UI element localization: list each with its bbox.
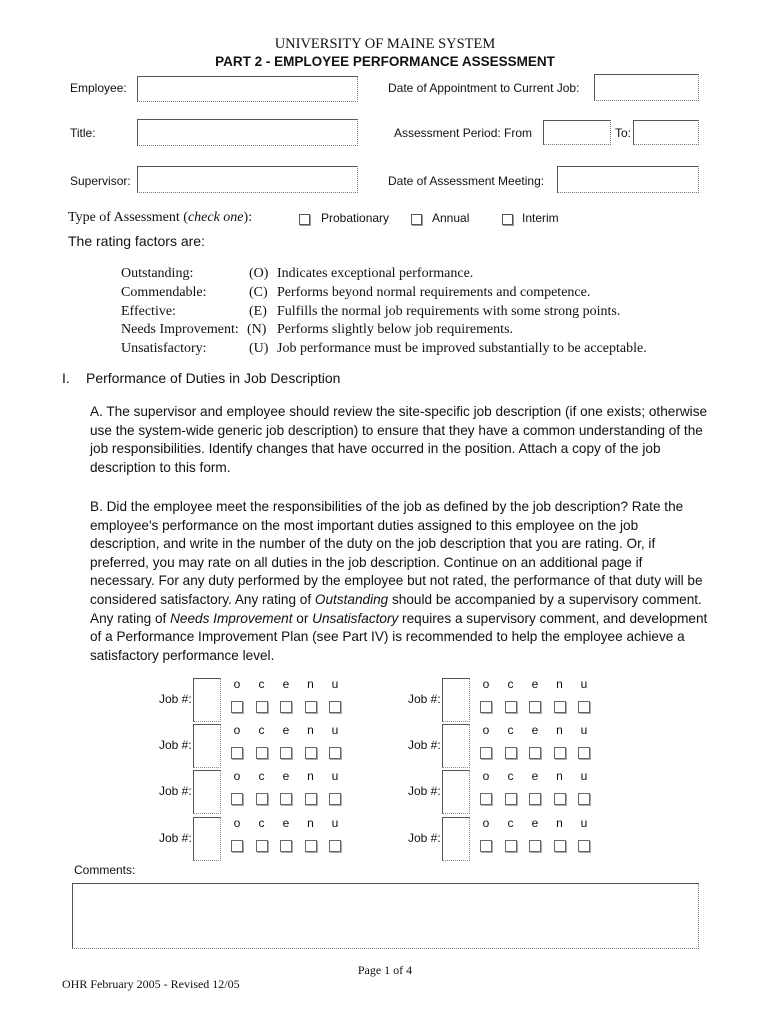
rating-letter: n: [307, 723, 314, 737]
rating-letter: c: [258, 769, 265, 783]
rating-letter: u: [331, 723, 339, 737]
rating-letter: o: [482, 769, 490, 783]
rating-checkbox[interactable]: [505, 840, 517, 852]
job-number-field[interactable]: [442, 817, 470, 861]
rating-letter: e: [282, 723, 290, 737]
section-number: I.: [62, 370, 70, 386]
revision-note: OHR February 2005 - Revised 12/05: [62, 977, 240, 991]
rating-checkbox[interactable]: [505, 793, 517, 805]
rating-letter: u: [331, 769, 339, 783]
job-number-label: Job #:: [159, 831, 192, 845]
rating-row: Needs Improvement: (N) Performs slightly below job requirements.: [121, 322, 514, 337]
comments-label: Comments:: [74, 863, 136, 877]
rating-letter: u: [580, 816, 588, 830]
rating-letter: o: [233, 677, 241, 691]
rating-letter: n: [556, 769, 563, 783]
rating-checkbox[interactable]: [329, 793, 341, 805]
appointment-date-field[interactable]: [594, 74, 699, 101]
rating-checkbox[interactable]: [480, 793, 492, 805]
rating-checkbox[interactable]: [280, 747, 292, 759]
rating-checkbox[interactable]: [256, 840, 268, 852]
rating-checkbox[interactable]: [329, 747, 341, 759]
rating-letter: o: [233, 816, 241, 830]
interim-label: Interim: [522, 211, 559, 225]
rating-checkbox[interactable]: [256, 747, 268, 759]
rating-letter: c: [258, 677, 265, 691]
rating-letter: e: [531, 769, 539, 783]
job-number-label: Job #:: [159, 784, 192, 798]
meeting-date-field[interactable]: [557, 166, 699, 193]
period-from-field[interactable]: [543, 120, 611, 145]
rating-checkbox[interactable]: [329, 701, 341, 713]
rating-letter: n: [556, 816, 563, 830]
rating-row: Effective: (E) Fulfills the normal job requirements with some strong points.: [121, 304, 621, 319]
rating-letter: o: [482, 723, 490, 737]
rating-checkbox[interactable]: [554, 701, 566, 713]
rating-letter: u: [331, 677, 339, 691]
rating-checkbox[interactable]: [505, 701, 517, 713]
rating-checkbox[interactable]: [480, 747, 492, 759]
job-number-label: Job #:: [408, 692, 441, 706]
rating-checkbox[interactable]: [578, 840, 590, 852]
employee-label: Employee:: [70, 81, 127, 95]
rating-letter: u: [580, 677, 588, 691]
rating-letter: u: [331, 816, 339, 830]
rating-letter: e: [282, 677, 290, 691]
job-number-field[interactable]: [193, 817, 221, 861]
rating-checkbox[interactable]: [554, 793, 566, 805]
rating-checkbox[interactable]: [578, 793, 590, 805]
job-number-field[interactable]: [193, 770, 221, 814]
rating-checkbox[interactable]: [505, 747, 517, 759]
annual-checkbox[interactable]: [411, 214, 422, 225]
rating-row: Outstanding: (O) Indicates exceptional performance.: [121, 266, 474, 281]
rating-letter: e: [531, 723, 539, 737]
rating-intro: The rating factors are:: [68, 233, 205, 249]
rating-letter: n: [556, 677, 563, 691]
supervisor-label: Supervisor:: [70, 174, 131, 188]
job-number-label: Job #:: [408, 831, 441, 845]
rating-letter: c: [258, 723, 265, 737]
rating-letter: c: [507, 723, 514, 737]
appointment-date-label: Date of Appointment to Current Job:: [388, 81, 580, 95]
rating-checkbox[interactable]: [578, 701, 590, 713]
title-label: Title:: [70, 126, 96, 140]
rating-checkbox[interactable]: [231, 701, 243, 713]
job-number-field[interactable]: [442, 678, 470, 722]
meeting-date-label: Date of Assessment Meeting:: [388, 174, 545, 188]
rating-checkbox[interactable]: [578, 747, 590, 759]
supervisor-field[interactable]: [137, 166, 358, 193]
rating-letter: e: [531, 816, 539, 830]
rating-letter: n: [307, 677, 314, 691]
rating-letter: u: [580, 769, 588, 783]
rating-letter: u: [580, 723, 588, 737]
rating-checkbox[interactable]: [256, 701, 268, 713]
rating-checkbox[interactable]: [231, 840, 243, 852]
rating-row: Unsatisfactory: (U) Job performance must be improved substantially to be acceptable.: [121, 341, 647, 356]
comments-field[interactable]: [72, 883, 699, 949]
rating-checkbox[interactable]: [529, 701, 541, 713]
probationary-checkbox[interactable]: [299, 214, 310, 225]
rating-checkbox[interactable]: [329, 840, 341, 852]
assessment-period-label: Assessment Period: From: [394, 126, 533, 140]
job-number-label: Job #:: [408, 738, 441, 752]
job-number-field[interactable]: [193, 678, 221, 722]
rating-checkbox[interactable]: [231, 747, 243, 759]
rating-checkbox[interactable]: [480, 840, 492, 852]
rating-letter: o: [482, 816, 490, 830]
rating-checkbox[interactable]: [305, 701, 317, 713]
rating-letter: c: [258, 816, 265, 830]
annual-label: Annual: [432, 211, 470, 225]
paragraph-b: B. Did the employee meet the responsibilities of the job as defined by the job description? Rate the employee's performance on the most important duties assigned to this employee on the job description, and write in the number of the duty on the job description that you are rating. Or, if preferred, you may rate on all duties in the job description. Continue on an additional page if necessary. For any duty performed by the employee but not rated, the performance of that duty will be considered satisfactory. Any rating of Outstanding should be accompanied by a supervisory comment. Any rating of Needs Improvement or Unsatisfactory requires a supervisory comment, and development of a Performance Improvement Plan (see Part IV) is recommended to help the employee achieve a satisfactory performance level.: [90, 499, 708, 663]
title-field[interactable]: [137, 119, 358, 146]
form-title: UNIVERSITY OF MAINE SYSTEM: [274, 36, 496, 52]
rating-letter: e: [282, 769, 290, 783]
rating-letter: e: [282, 816, 290, 830]
rating-letter: c: [507, 769, 514, 783]
rating-checkbox[interactable]: [554, 840, 566, 852]
rating-letter: c: [507, 816, 514, 830]
page-number: Page 1 of 4: [357, 963, 413, 977]
employee-field[interactable]: [137, 76, 358, 102]
rating-checkbox[interactable]: [529, 747, 541, 759]
interim-checkbox[interactable]: [502, 214, 513, 225]
rating-checkbox[interactable]: [305, 840, 317, 852]
section-heading: Performance of Duties in Job Description: [86, 370, 341, 386]
rating-checkbox[interactable]: [529, 840, 541, 852]
paragraph-a: A. The supervisor and employee should review the site-specific job description (if one exists; otherwise use the system-wide generic job description) to ensure that they have a common understanding of the job responsibilities. Identify changes that have occurred in the position. Attach a copy of the job description to this form.: [90, 404, 708, 475]
rating-checkbox[interactable]: [231, 793, 243, 805]
job-number-field[interactable]: [193, 724, 221, 768]
rating-letter: c: [507, 677, 514, 691]
job-number-label: Job #:: [159, 738, 192, 752]
probationary-label: Probationary: [321, 211, 390, 225]
rating-checkbox[interactable]: [480, 701, 492, 713]
job-number-field[interactable]: [442, 724, 470, 768]
rating-letter: o: [482, 677, 490, 691]
job-number-label: Job #:: [408, 784, 441, 798]
form-subtitle: PART 2 - EMPLOYEE PERFORMANCE ASSESSMENT: [215, 54, 555, 69]
rating-checkbox[interactable]: [305, 747, 317, 759]
rating-checkbox[interactable]: [280, 701, 292, 713]
job-number-field[interactable]: [442, 770, 470, 814]
period-to-field[interactable]: [633, 120, 699, 145]
rating-checkbox[interactable]: [529, 793, 541, 805]
period-to-label: To:: [615, 126, 632, 140]
rating-checkbox[interactable]: [554, 747, 566, 759]
rating-letter: e: [531, 677, 539, 691]
rating-checkbox[interactable]: [305, 793, 317, 805]
rating-letter: o: [233, 769, 241, 783]
rating-letter: n: [556, 723, 563, 737]
rating-checkbox[interactable]: [280, 840, 292, 852]
assessment-type-label: Type of Assessment (check one):: [68, 210, 253, 225]
rating-row: Commendable: (C) Performs beyond normal requirements and competence.: [121, 285, 591, 300]
rating-letter: n: [307, 769, 314, 783]
rating-letter: n: [307, 816, 314, 830]
rating-letter: o: [233, 723, 241, 737]
rating-checkbox[interactable]: [280, 793, 292, 805]
rating-checkbox[interactable]: [256, 793, 268, 805]
job-number-label: Job #:: [159, 692, 192, 706]
